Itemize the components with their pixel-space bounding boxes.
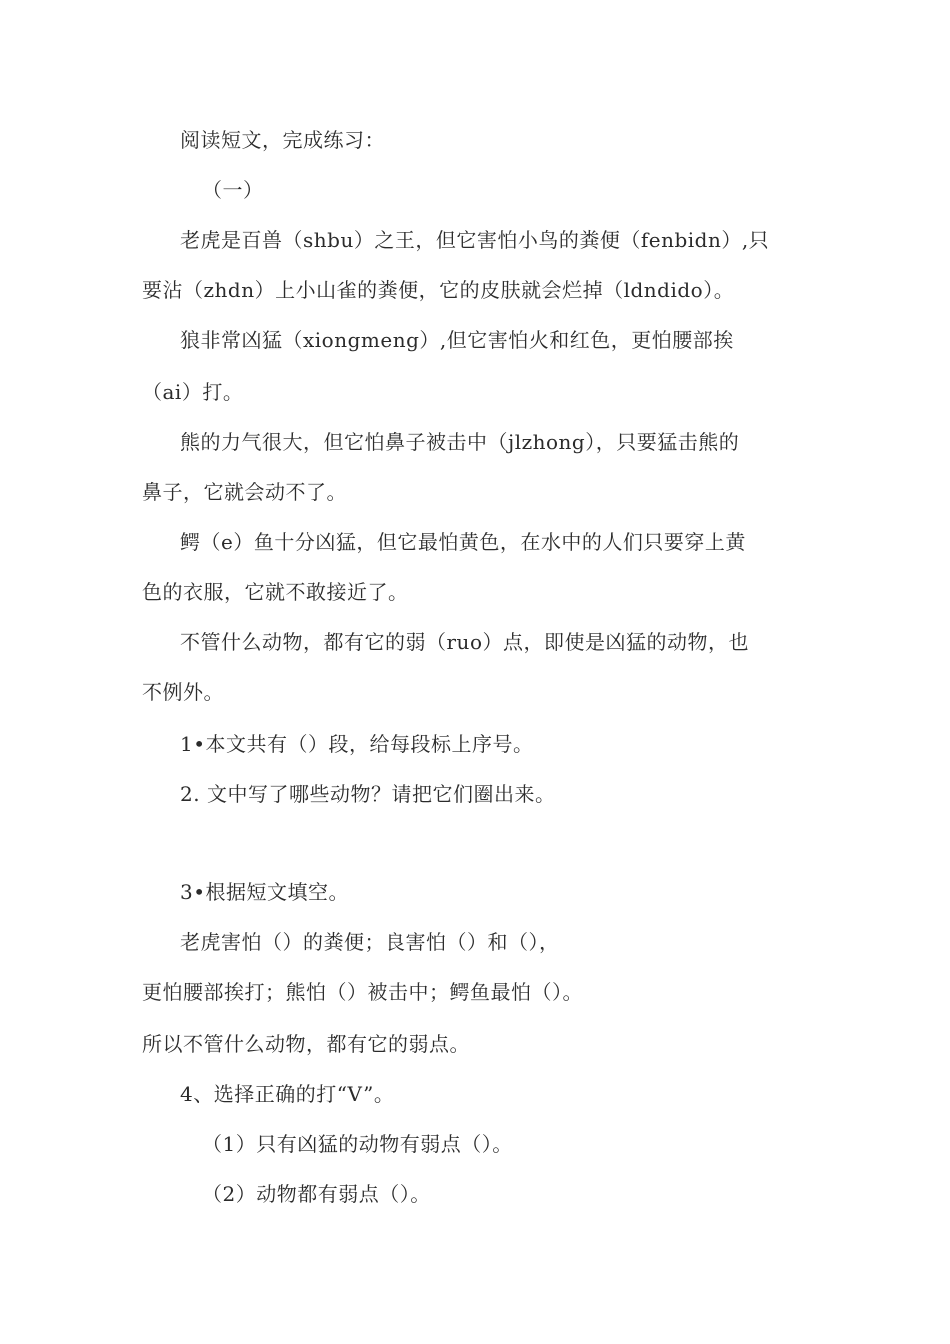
question-3-fill-line-2: 更怕腰部挨打；熊怕（）被击中；鳄鱼最怕（）。 <box>142 980 583 1004</box>
paragraph-conclusion-line-2: 不例外。 <box>142 680 224 704</box>
paragraph-crocodile-line-1: 鳄（e）鱼十分凶猛，但它最怕黄色，在水中的人们只要穿上黄 <box>180 530 746 554</box>
paragraph-wolf-line-2: （ai）打。 <box>142 380 244 404</box>
paragraph-crocodile-line-2: 色的衣服，它就不敢接近了。 <box>142 580 409 604</box>
question-1: 1•本文共有（）段，给每段标上序号。 <box>180 732 534 756</box>
instruction-heading: 阅读短文，完成练习： <box>180 128 385 152</box>
question-4-option-1: （1）只有凶猛的动物有弱点（）。 <box>202 1132 513 1156</box>
question-4: 4、选择正确的打“V”。 <box>180 1082 395 1106</box>
question-3-fill-line-3: 所以不管什么动物，都有它的弱点。 <box>142 1032 470 1056</box>
paragraph-tiger-line-2: 要沾（zhdn）上小山雀的粪便，它的皮肤就会烂掉（ldndido）。 <box>142 278 735 302</box>
question-3: 3•根据短文填空。 <box>180 880 350 904</box>
paragraph-conclusion-line-1: 不管什么动物，都有它的弱（ruo）点，即使是凶猛的动物，也 <box>180 630 749 654</box>
question-3-fill-line-1: 老虎害怕（）的粪便；良害怕（）和（）， <box>180 930 560 954</box>
section-number: （一） <box>202 178 264 202</box>
paragraph-bear-line-2: 鼻子，它就会动不了。 <box>142 480 347 504</box>
paragraph-tiger-line-1: 老虎是百兽（shbu）之王，但它害怕小鸟的粪便（fenbidn）,只 <box>180 228 770 252</box>
question-2: 2. 文中写了哪些动物？请把它们圈出来。 <box>180 782 556 806</box>
question-4-option-2: （2）动物都有弱点（）。 <box>202 1182 431 1206</box>
paragraph-bear-line-1: 熊的力气很大，但它怕鼻子被击中（jlzhong），只要猛击熊的 <box>180 430 740 454</box>
paragraph-wolf-line-1: 狼非常凶猛（xiongmeng）,但它害怕火和红色，更怕腰部挨 <box>180 328 734 352</box>
